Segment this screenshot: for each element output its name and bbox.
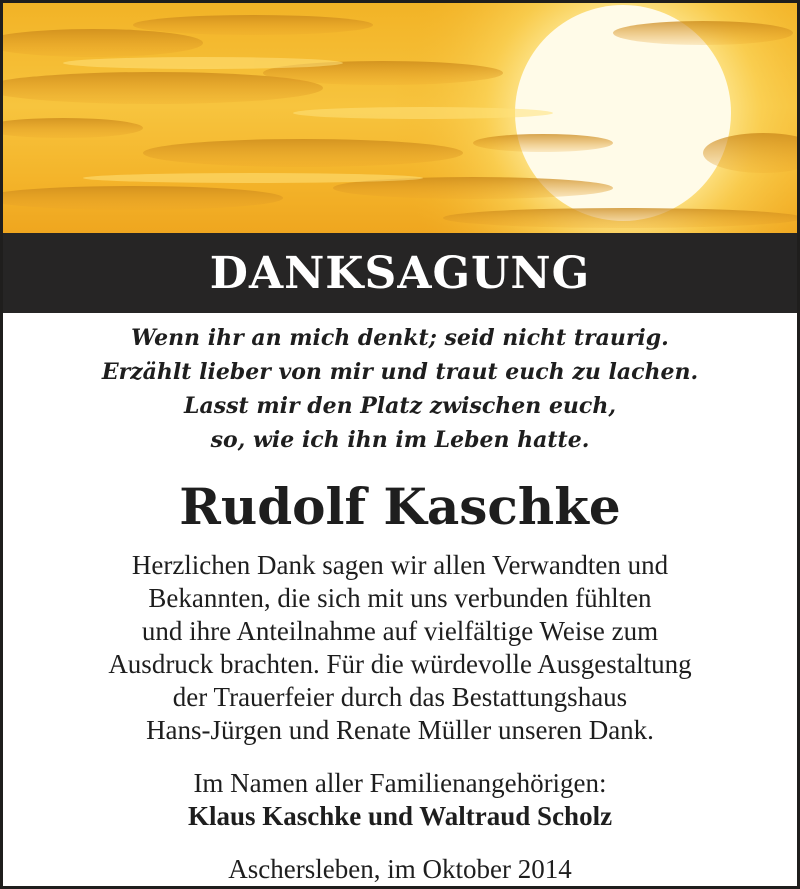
message-line: Ausdruck brachten. Für die würdevolle Ausgestaltung: [108, 649, 692, 679]
title-banner: [3, 233, 797, 313]
poem-line: Wenn ihr an mich denkt; seid nicht traurig.: [131, 325, 669, 351]
poem-line: Erzählt lieber von mir und traut euch zu lachen.: [101, 359, 699, 385]
on-behalf-line: Im Namen aller Familienangehörigen:: [193, 768, 607, 798]
thanks-message: [3, 549, 797, 747]
notice-content: [3, 313, 797, 886]
message-line: der Trauerfeier durch das Bestattungshaus: [172, 682, 628, 712]
deceased-name: Rudolf Kaschke: [179, 477, 621, 536]
message-line: und ihre Anteilnahme auf vielfältige Weise zum: [141, 616, 659, 646]
sunset-sky-image: [3, 3, 797, 233]
message-line: Bekannten, die sich mit uns verbunden fühlten: [148, 583, 652, 613]
poem-quote: [3, 321, 797, 457]
message-line: Hans-Jürgen und Renate Müller unseren Dank.: [146, 715, 654, 745]
poem-line: Lasst mir den Platz zwischen euch,: [184, 393, 616, 419]
message-line: Herzlichen Dank sagen wir allen Verwandten und: [131, 550, 669, 580]
signers-names: Klaus Kaschke und Waltraud Scholz: [187, 801, 613, 831]
notice-title: DANKSAGUNG: [209, 247, 591, 299]
place-date: Aschersleben, im Oktober 2014: [228, 854, 572, 884]
poem-line: so, wie ich ihn im Leben hatte.: [210, 427, 590, 453]
sunset-sky-illustration: [3, 3, 797, 233]
